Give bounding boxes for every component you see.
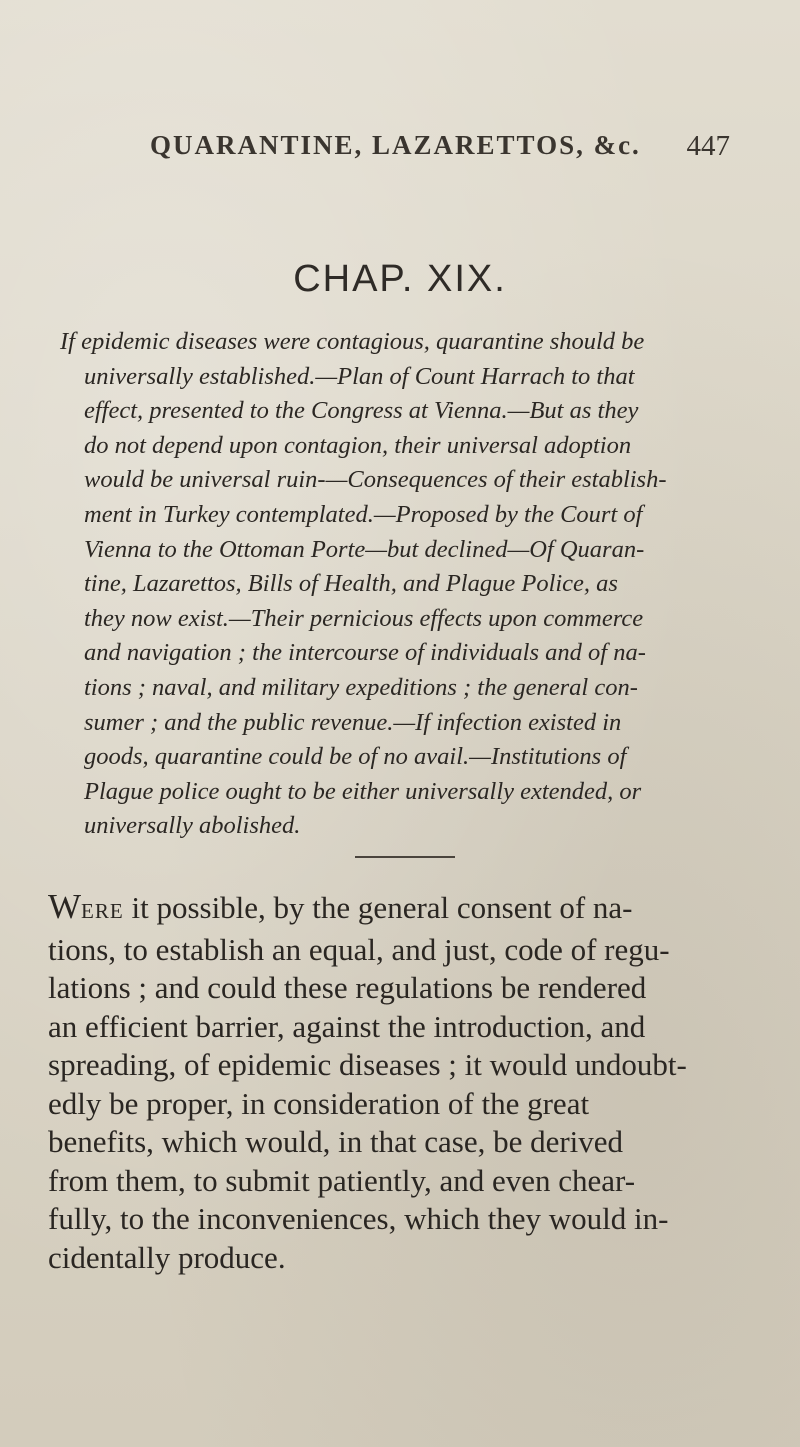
body-paragraph — [48, 888, 758, 1277]
summary-line: universally abolished. — [84, 812, 301, 840]
section-divider — [355, 856, 455, 858]
summary-line: goods, quarantine could be of no avail.—Institutions of — [84, 743, 627, 771]
summary-line: universally established.—Plan of Count Harrach to that — [84, 362, 635, 390]
body-line: benefits, which would, in that case, be derived — [48, 1124, 624, 1159]
body-line: edly be proper, in consideration of the great — [48, 1085, 590, 1121]
body-line: fully, to the inconveniences, which they would in- — [48, 1201, 669, 1236]
summary-line: tine, Lazarettos, Bills of Health, and Plague Police, as — [84, 570, 618, 598]
summary-line: effect, presented to the Congress at Vienna.—But as they — [84, 397, 639, 425]
body-line: tions, to establish an equal, and just, code of regu- — [48, 931, 670, 967]
summary-line: tions ; naval, and military expeditions ; the general con- — [84, 673, 638, 701]
summary-line: would be universal ruin-—Consequences of their establish- — [84, 466, 667, 494]
page-number: 447 — [686, 130, 730, 162]
summary-line: Plague police ought to be either universally extended, or — [84, 777, 642, 805]
chapter-summary — [60, 325, 750, 844]
first-word-small-caps: ERE — [81, 899, 124, 923]
body-line: an efficient barrier, against the introduction, and — [48, 1008, 646, 1044]
running-head — [150, 130, 730, 170]
summary-line: ment in Turkey contemplated.—Proposed by the Court of — [84, 500, 643, 528]
summary-line: do not depend upon contagion, their universal adoption — [84, 431, 632, 459]
summary-line: and navigation ; the intercourse of individuals and of na- — [84, 639, 646, 667]
drop-cap: W — [48, 887, 82, 926]
body-line: spreading, of epidemic diseases ; it would undoubt- — [48, 1047, 687, 1082]
summary-line: sumer ; and the public revenue.—If infection existed in — [84, 708, 622, 736]
body-line: cidentally produce. — [48, 1239, 286, 1275]
body-line: lations ; and could these regulations be rendered — [48, 970, 647, 1005]
summary-line: they now exist.—Their pernicious effects upon commerce — [84, 604, 644, 632]
summary-line: Vienna to the Ottoman Porte—but declined—Of Quaran- — [84, 535, 645, 563]
summary-line: If epidemic diseases were contagious, quarantine should be — [60, 328, 645, 355]
running-title: QUARANTINE, LAZARETTOS, &c. — [150, 130, 641, 160]
body-line: from them, to submit patiently, and even chear- — [48, 1162, 636, 1198]
chapter-heading: CHAP. XIX. — [293, 258, 507, 300]
first-line-text: it possible, by the general consent of na- — [123, 890, 633, 925]
body-line — [48, 888, 758, 931]
